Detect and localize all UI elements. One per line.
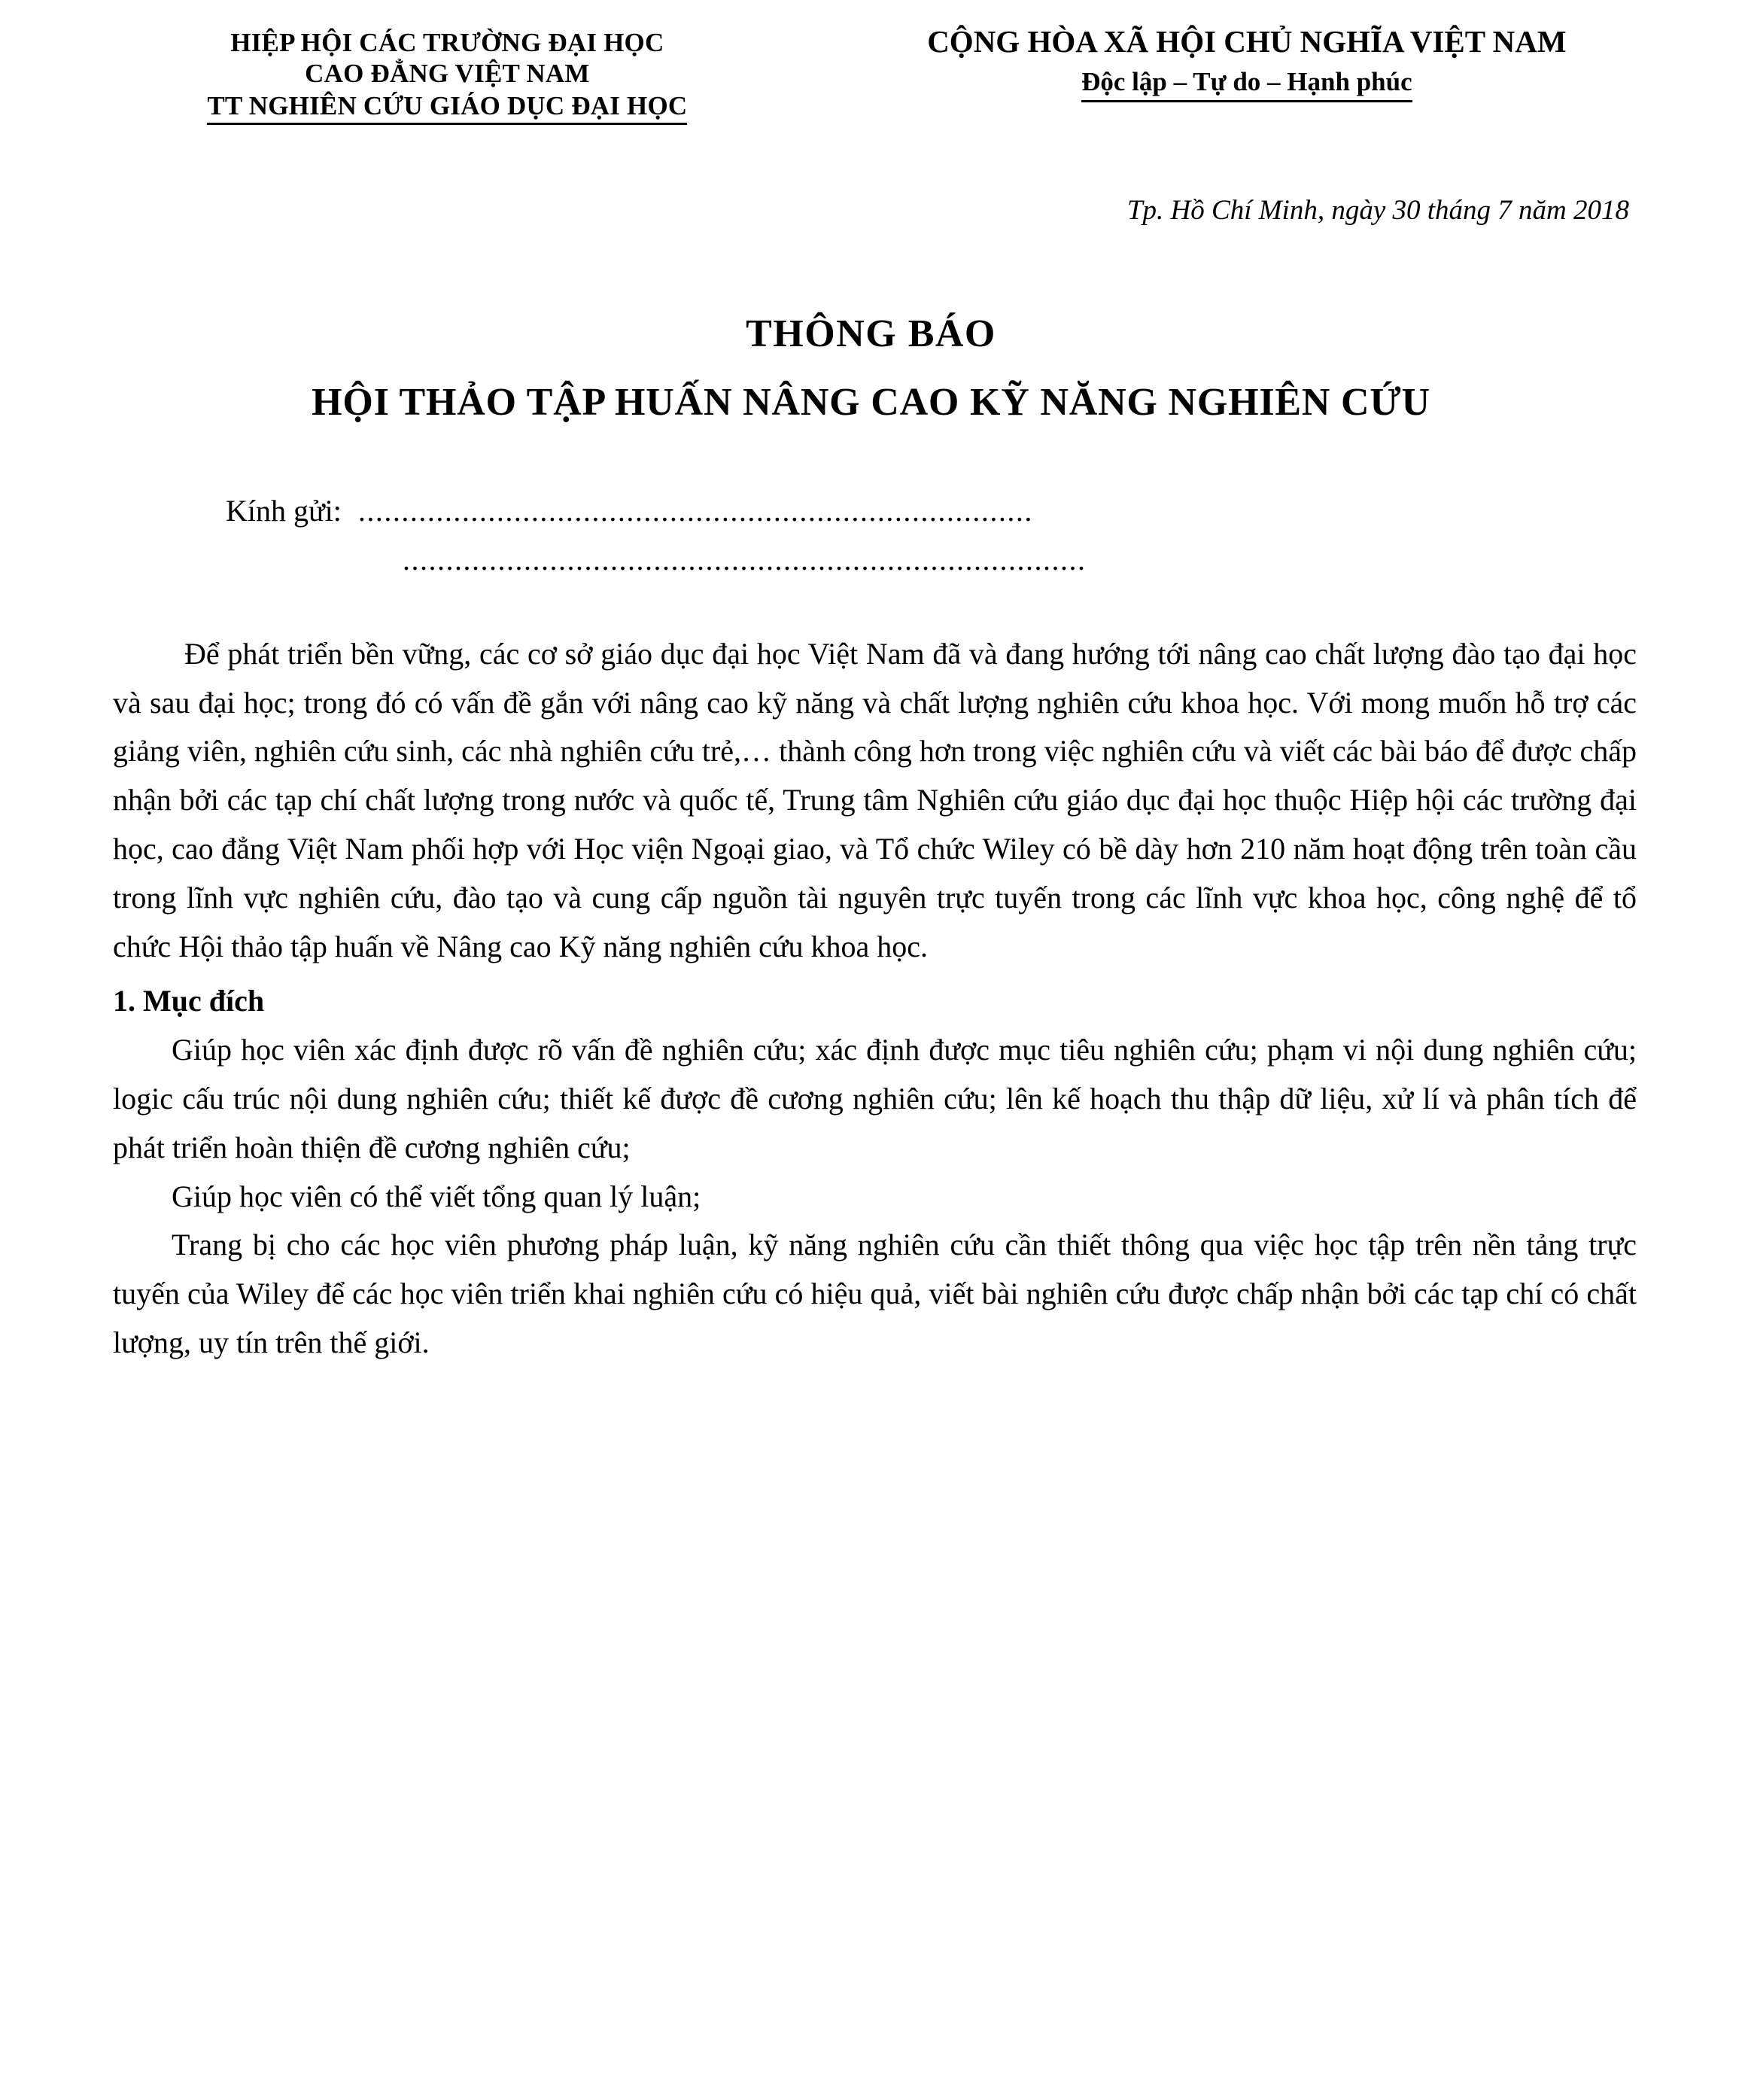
section1-paragraph-3: Trang bị cho các học viên phương pháp luận, kỹ năng nghiên cứu cần thiết thông qua việc học tập trên nền tảng trực tuyến của Wiley để các học viên triển khai nghiên cứu có hiệu quả, viết bài nghiên cứu được chấp nhận bởi các tạp chí có chất lượng, uy tín trên thế giới. [113, 1228, 1637, 1360]
document-header [0, 0, 1742, 125]
national-title: CỘNG HÒA XÃ HỘI CHỦ NGHĨA VIỆT NAM [927, 24, 1567, 59]
section1-paragraph-1: Giúp học viên xác định được rõ vấn đề nghiên cứu; xác định được mục tiêu nghiên cứu; phạm vi nội dung nghiên cứu; logic cấu trúc nội dung nghiên cứu; thiết kế được đề cương nghiên cứu; lên kế hoạch thu thập dữ liệu, xử lí và phân tích để phát triển hoàn thiện đề cương nghiên cứu; [113, 1033, 1637, 1164]
recipient-dotted-line-1: .............................................................................. [357, 493, 1033, 528]
national-heading-block [823, 23, 1671, 102]
national-motto: Độc lập – Tự do – Hạnh phúc [1081, 66, 1412, 102]
organization-line-2: CAO ĐẲNG VIỆT NAM [305, 59, 590, 89]
document-body [0, 630, 1742, 1368]
document-title-block [0, 309, 1742, 427]
issuing-organization-block [71, 23, 823, 125]
recipient-dotted-line-2: ............................................................................... [403, 542, 1087, 577]
section1-paragraph-2: Giúp học viên có thể viết tổng quan lý luận; [172, 1179, 701, 1213]
organization-line-3: TT NGHIÊN CỨU GIÁO DỤC ĐẠI HỌC [207, 90, 687, 125]
section-heading-1: 1. Mục đích [113, 984, 265, 1018]
document-title: THÔNG BÁO [746, 312, 996, 355]
recipient-row-1 [226, 493, 1637, 528]
organization-line-1: HIỆP HỘI CÁC TRƯỜNG ĐẠI HỌC [230, 28, 664, 57]
recipient-row-2 [226, 542, 1637, 577]
recipient-label: Kính gửi: [226, 493, 342, 528]
recipient-block [0, 493, 1742, 577]
date-line-row [0, 194, 1742, 227]
place-and-date: Tp. Hồ Chí Minh, ngày 30 tháng 7 năm 2018 [1126, 194, 1629, 226]
intro-paragraph: Để phát triển bền vững, các cơ sở giáo dục đại học Việt Nam đã và đang hướng tới nâng cao chất lượng đào tạo đại học và sau đại học; trong đó có vấn đề gắn với nâng cao kỹ năng và chất lượng nghiên cứu khoa học. Với mong muốn hỗ trợ các giảng viên, nghiên cứu sinh, các nhà nghiên cứu trẻ,… thành công hơn trong việc nghiên cứu và viết các bài báo để được chấp nhận bởi các tạp chí chất lượng trong nước và quốc tế, Trung tâm Nghiên cứu giáo dục đại học thuộc Hiệp hội các trường đại học, cao đẳng Việt Nam phối hợp với Học viện Ngoại giao, và Tổ chức Wiley có bề dày hơn 210 năm hoạt động trên toàn cầu trong lĩnh vực nghiên cứu, đào tạo và cung cấp nguồn tài nguyên trực tuyến trong các lĩnh vực khoa học, công nghệ để tổ chức Hội thảo tập huấn về Nâng cao Kỹ năng nghiên cứu khoa học. [113, 636, 1637, 963]
document-subtitle: HỘI THẢO TẬP HUẤN NÂNG CAO KỸ NĂNG NGHIÊN CỨU [312, 380, 1430, 424]
